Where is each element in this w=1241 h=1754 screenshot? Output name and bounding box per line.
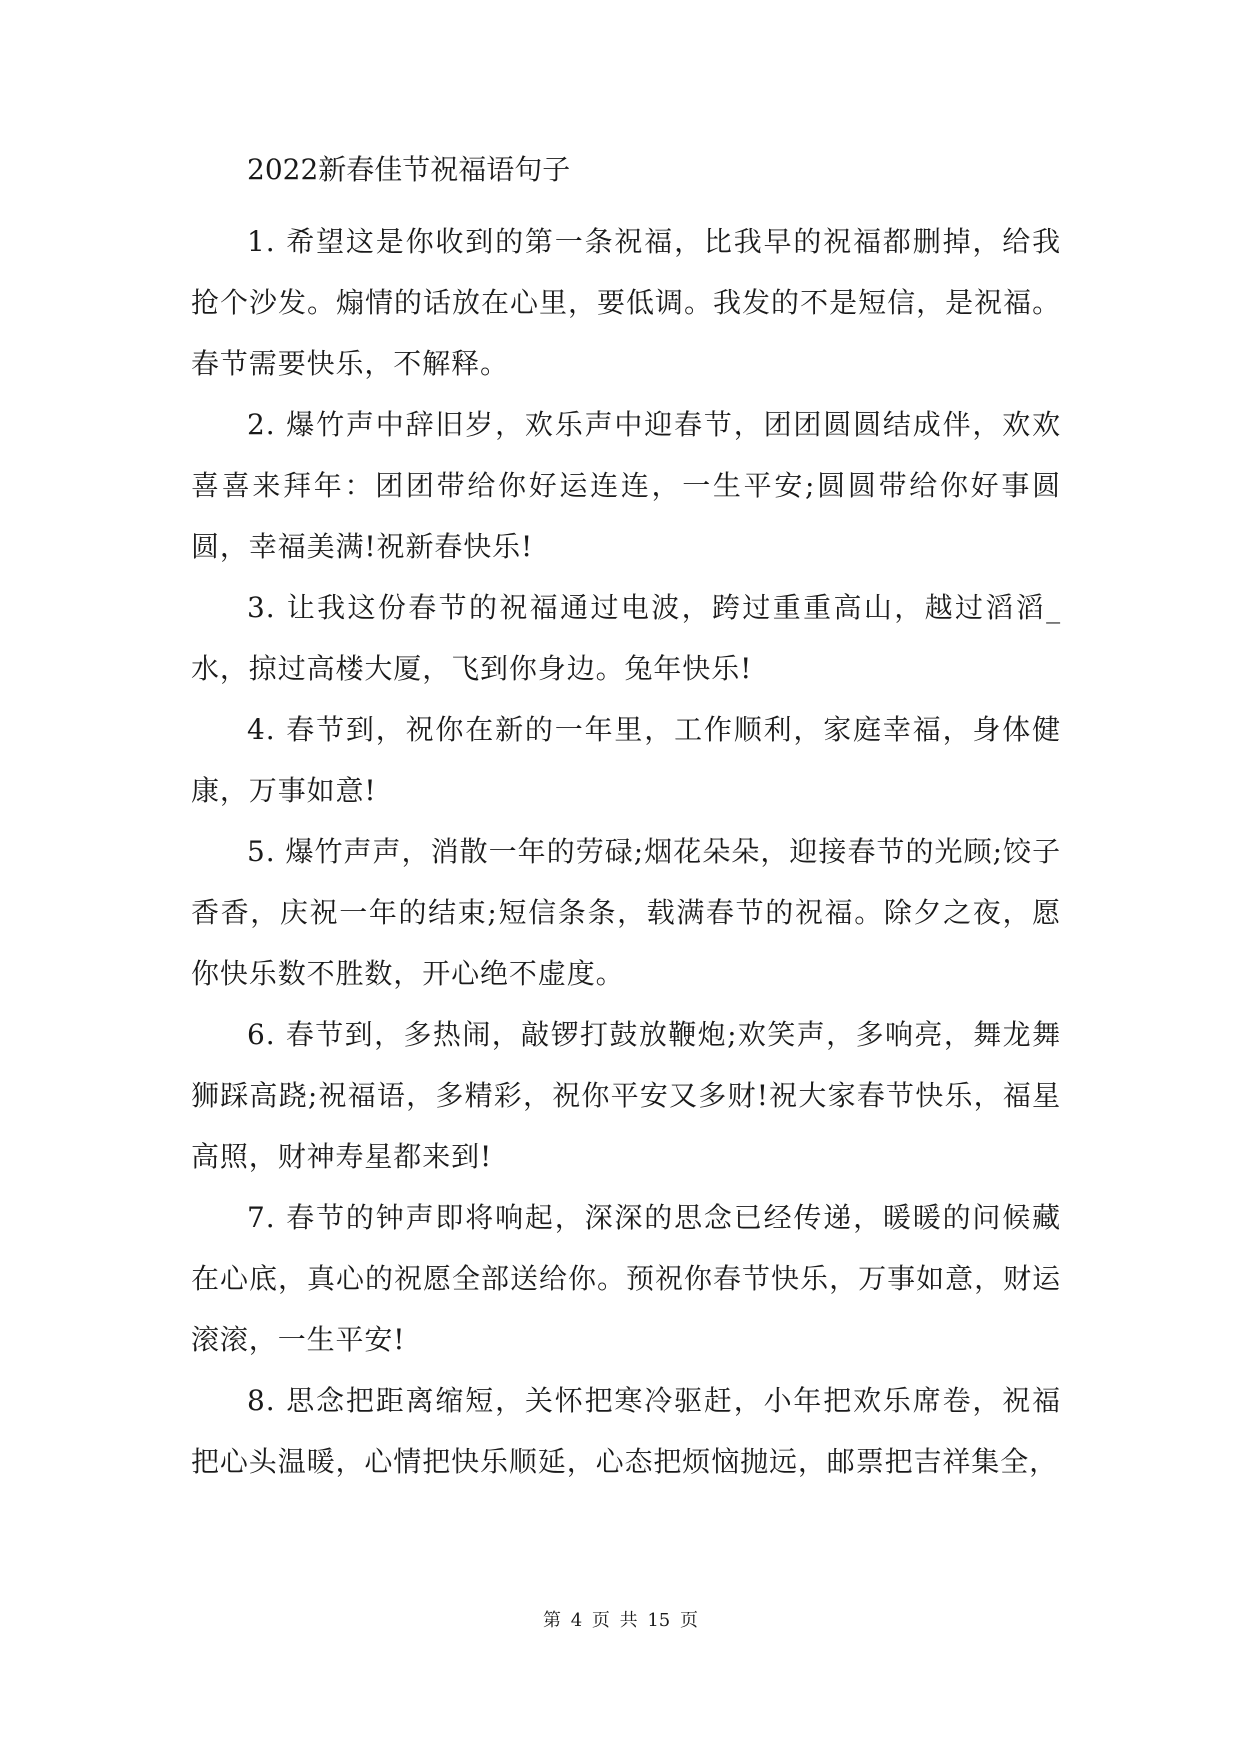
document-body [191, 150, 1061, 1492]
paragraph-3: 3. 让我这份春节的祝福通过电波，跨过重重高山，越过滔滔_水，掠过高楼大厦，飞到你身边。兔年快乐! [191, 591, 1061, 685]
paragraph-2: 2. 爆竹声中辞旧岁，欢乐声中迎春节，团团圆圆结成伴，欢欢喜喜来拜年：团团带给你好运连连，一生平安;圆圆带给你好事圆圆，幸福美满!祝新春快乐! [191, 408, 1061, 563]
paragraph-1: 1. 希望这是你收到的第一条祝福，比我早的祝福都删掉，给我抢个沙发。煽情的话放在心里，要低调。我发的不是短信，是祝福。春节需要快乐，不解释。 [191, 225, 1061, 380]
paragraph-7: 7. 春节的钟声即将响起，深深的思念已经传递，暖暖的问候藏在心底，真心的祝愿全部送给你。预祝你春节快乐，万事如意，财运滚滚，一生平安! [191, 1201, 1061, 1356]
document-title: 2022新春佳节祝福语句子 [247, 153, 571, 186]
paragraph-5: 5. 爆竹声声，消散一年的劳碌;烟花朵朵，迎接春节的光顾;饺子香香，庆祝一年的结束;短信条条，载满春节的祝福。除夕之夜，愿你快乐数不胜数，开心绝不虚度。 [191, 835, 1061, 990]
paragraph-4: 4. 春节到，祝你在新的一年里，工作顺利，家庭幸福，身体健康，万事如意! [191, 713, 1061, 807]
paragraph-6: 6. 春节到，多热闹，敲锣打鼓放鞭炮;欢笑声，多响亮，舞龙舞狮踩高跷;祝福语，多精彩，祝你平安又多财!祝大家春节快乐，福星高照，财神寿星都来到! [191, 1018, 1061, 1173]
paragraph-8: 8. 思念把距离缩短，关怀把寒冷驱赶，小年把欢乐席卷，祝福把心头温暖，心情把快乐顺延，心态把烦恼抛远，邮票把吉祥集全， [191, 1384, 1061, 1478]
page-number-footer: 第 4 页 共 15 页 [543, 1610, 698, 1631]
